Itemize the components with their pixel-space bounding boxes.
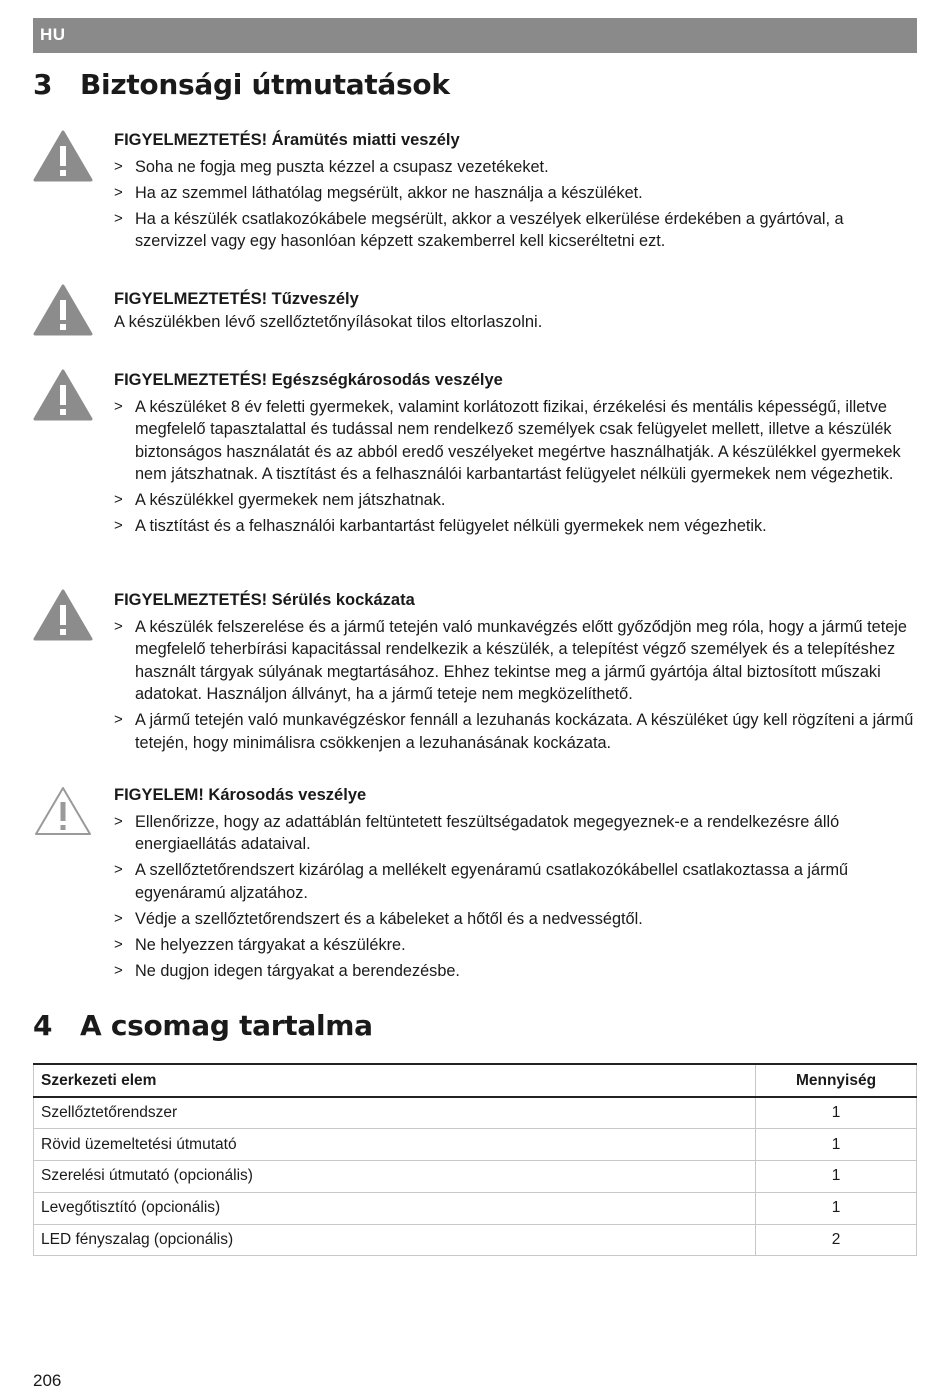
table-cell-quantity: 1: [756, 1097, 917, 1129]
list-item: > Ne helyezzen tárgyakat a készülékre.: [114, 934, 917, 957]
bullet-chevron-icon: >: [114, 711, 123, 728]
table-cell-component: LED fényszalag (opcionális): [34, 1224, 756, 1256]
bullet-chevron-icon: >: [114, 961, 123, 979]
list-item: > Ha a készülék csatlakozókábele megsérült, akkor a veszélyek elkerülése érdekében a gyártóval, a szervizzel vagy egy hasonlóan képzett szakemberrel kell kicseréltetni ezt.: [114, 209, 844, 250]
table-cell-component: Szellőztetőrendszer: [34, 1097, 756, 1129]
caution-triangle-outline-icon: [33, 785, 93, 837]
page-number: 206: [33, 1371, 62, 1390]
bullet-chevron-icon: >: [114, 909, 123, 927]
warning-health: [114, 368, 917, 538]
list-item: > A tisztítást és a felhasználói karbantartást felügyelet nélküli gyermekek nem végezhetik.: [114, 515, 917, 538]
table-row: [34, 1129, 917, 1161]
warning-title: FIGYELMEZTETÉS! Egészségkárosodás veszélye: [114, 371, 503, 389]
section-3-title: [33, 68, 450, 101]
warning-fire: [114, 287, 917, 334]
table-row: [34, 1224, 917, 1256]
bullet-chevron-icon: >: [114, 812, 123, 830]
table-cell-component: Szerelési útmutató (opcionális): [34, 1161, 756, 1193]
language-header-bar: [33, 18, 917, 53]
warning-injury: [114, 588, 917, 754]
caution-title: FIGYELEM! Károsodás veszélye: [114, 786, 367, 804]
warning-triangle-icon: [33, 589, 93, 641]
table-cell-quantity: 1: [756, 1192, 917, 1224]
section-4-title: [33, 1009, 373, 1042]
section-3-title-text: Biztonsági útmutatások: [80, 68, 450, 101]
package-contents-table: [33, 1063, 917, 1256]
caution-list: [114, 811, 917, 983]
warning-title: FIGYELMEZTETÉS! Sérülés kockázata: [114, 591, 415, 609]
warning-list: [114, 396, 917, 538]
warning-triangle-icon: [33, 369, 93, 421]
bullet-chevron-icon: >: [114, 861, 123, 878]
bullet-chevron-icon: >: [114, 517, 123, 534]
warning-triangle-icon: [33, 130, 93, 182]
warning-list: [114, 156, 917, 253]
section-4-number: 4: [33, 1009, 53, 1042]
section-3-number: 3: [33, 68, 53, 101]
list-item: > Ellenőrizze, hogy az adattáblán feltüntetett feszültségadatok megegyeznek-e a rendelkezésre álló energiaellátás adataival.: [114, 812, 840, 853]
table-row: [34, 1097, 917, 1129]
bullet-chevron-icon: >: [114, 183, 123, 201]
bullet-chevron-icon: >: [114, 935, 123, 953]
warning-list: [114, 616, 917, 755]
warning-title: FIGYELMEZTETÉS! Tűzveszély: [114, 290, 359, 308]
warning-title: FIGYELMEZTETÉS! Áramütés miatti veszély: [114, 131, 460, 149]
table-cell-quantity: 1: [756, 1129, 917, 1161]
bullet-chevron-icon: >: [114, 491, 123, 508]
bullet-chevron-icon: >: [114, 617, 123, 635]
list-item: > Ne dugjon idegen tárgyakat a berendezésbe.: [114, 960, 917, 983]
bullet-chevron-icon: >: [114, 157, 123, 175]
table-cell-quantity: 2: [756, 1224, 917, 1256]
list-item: > A jármű tetején való munkavégzéskor fennáll a lezuhanás kockázata. A készüléket úgy kell rögzíteni a jármű tetején, hogy minimálisra csökkenjen a lezuhanásának kockázata.: [114, 711, 914, 752]
warning-electric-shock: [114, 128, 917, 253]
list-item: > Védje a szellőztetőrendszert és a kábeleket a hőtől és a nedvességtől.: [114, 908, 917, 931]
table-cell-quantity: 1: [756, 1161, 917, 1193]
bullet-chevron-icon: >: [114, 397, 123, 415]
warning-triangle-icon: [33, 284, 93, 336]
table-row: [34, 1192, 917, 1224]
list-item: > A készülékkel gyermekek nem játszhatnak.: [114, 489, 917, 512]
column-header-quantity: Mennyiség: [756, 1064, 917, 1097]
column-header-component: Szerkezeti elem: [34, 1064, 756, 1097]
table-cell-component: Rövid üzemeltetési útmutató: [34, 1129, 756, 1161]
table-header-row: [34, 1064, 917, 1097]
section-4-title-text: A csomag tartalma: [80, 1009, 373, 1042]
caution-damage: [114, 783, 917, 982]
list-item: > Ha az szemmel láthatólag megsérült, akkor ne használja a készüléket.: [114, 182, 917, 205]
list-item: > Soha ne fogja meg puszta kézzel a csupasz vezetékeket.: [114, 156, 917, 179]
table-cell-component: Levegőtisztító (opcionális): [34, 1192, 756, 1224]
table-row: [34, 1161, 917, 1193]
warning-text: A készülékben lévő szellőztetőnyílásokat tilos eltorlaszolni.: [114, 313, 543, 331]
bullet-chevron-icon: >: [114, 209, 123, 227]
list-item: > A szellőztetőrendszert kizárólag a mellékelt egyenáramú csatlakozókábellel csatlakoztassa a jármű egyenáramú aljzatához.: [114, 861, 849, 902]
list-item: > A készüléket 8 év feletti gyermekek, valamint korlátozott fizikai, érzékelési és mentális képességű, illetve megfelelő tapasztalattal és tudással nem rendelkező személyek csak felügyelet mellett, illetve a készülék biztonságos használatát és az abból eredő veszélyeket megértve használhatják. A készülékkel gyermekek nem játszhatnak. A tisztítást és a felhasználói karbantartást felügyelet nélküli gyermekek nem végezhetik.: [114, 397, 901, 483]
language-code: HU: [40, 25, 66, 44]
list-item: > A készülék felszerelése és a jármű tetején való munkavégzés előtt győződjön meg róla, hogy a jármű teteje megfelelő teherbírási kapacitással rendelkezik a készülék, a telepítést végző személyek és a telepítéshez használt tárgyak súlyának megtartásához. Ehhez tekintse meg a jármű gyártója által biztosított műszaki adatokat. Használjon állványt, ha a jármű teteje nem megközelíthető.: [114, 617, 907, 703]
